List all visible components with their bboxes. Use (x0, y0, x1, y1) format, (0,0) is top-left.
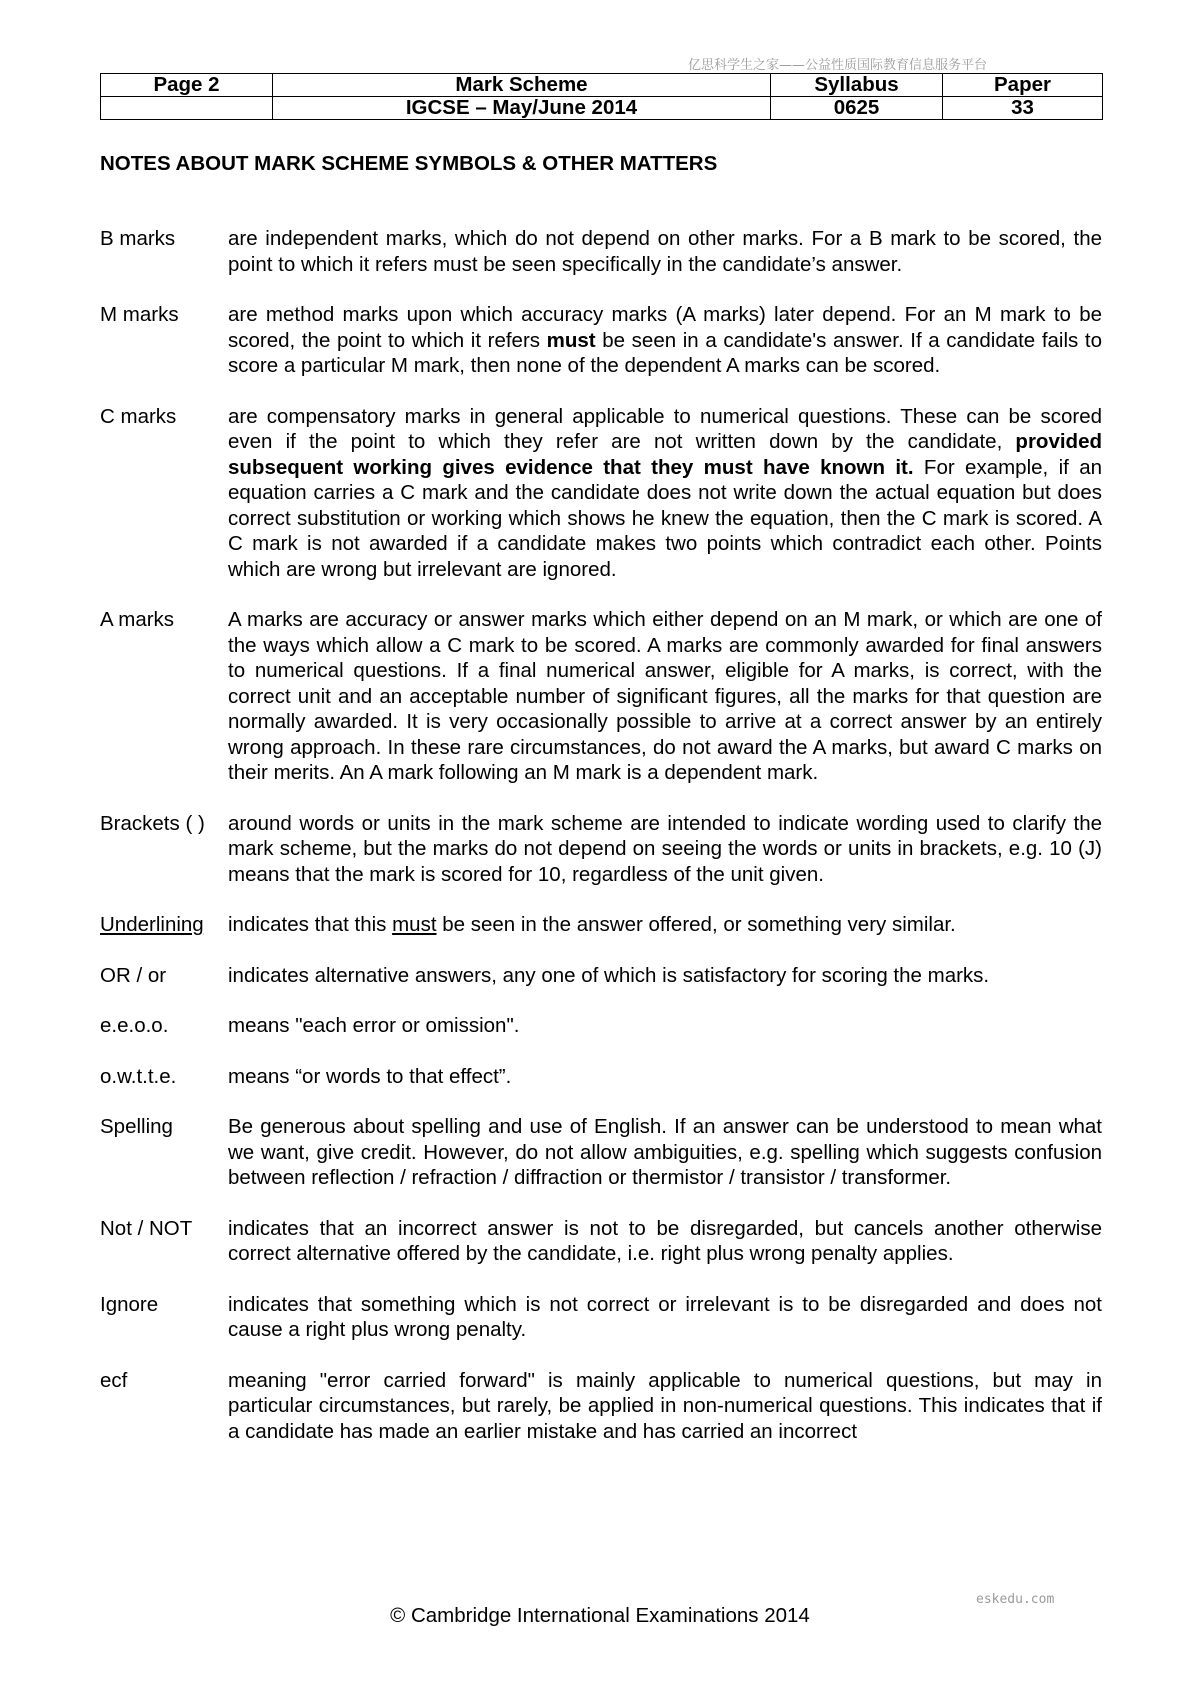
note-term: C marks (100, 404, 177, 428)
note-underlining (100, 912, 1102, 938)
definition-text: be seen in a candidate's answer. If a candidate fails to score a particular M mark, then none of the dependent A marks can be scored. (228, 328, 1102, 377)
underlined-text: must (392, 913, 437, 936)
header-empty-cell (101, 97, 273, 120)
note-term: Spelling (100, 1115, 173, 1138)
note-definition (228, 302, 1102, 379)
syllabus-code: 0625 (771, 97, 943, 120)
note-definition (228, 912, 1102, 938)
note-definition: meaning "error carried forward" is mainly applicable to numerical questions, but may in particular circumstances, but rarely, be applied in non-numerical questions. This indicates that if a candidate has made an earlier mistake and has carried an incorrect (228, 1368, 1102, 1443)
note-term: Underlining (100, 913, 204, 936)
note-term: Not / NOT (100, 1216, 193, 1240)
note-eeoo (100, 1013, 1102, 1039)
note-definition: indicates that something which is not correct or irrelevant is to be disregarded and does not cause a right plus wrong penalty. (228, 1292, 1102, 1341)
header-row-2 (101, 97, 1103, 120)
note-owtte (100, 1064, 1102, 1090)
note-term: e.e.o.o. (100, 1014, 169, 1037)
note-definition: Be generous about spelling and use of English. If an answer can be understood to mean what we want, give credit. However, do not allow ambiguities, e.g. spelling which suggests confusion between reflection / refraction / diffraction or thermistor / transistor / transformer. (228, 1115, 1102, 1189)
definition-text: be seen in the answer offered, or something very similar. (436, 913, 956, 936)
note-m-marks (100, 302, 1102, 379)
note-term: A marks (100, 608, 175, 631)
section-heading: NOTES ABOUT MARK SCHEME SYMBOLS & OTHER MATTERS (100, 152, 718, 175)
note-or (100, 963, 1102, 989)
note-ecf (100, 1368, 1102, 1445)
syllabus-label: Syllabus (771, 74, 943, 97)
note-term: Brackets ( ) (100, 811, 205, 835)
note-definition: indicates alternative answers, any one of which is satisfactory for scoring the marks. (228, 963, 990, 987)
note-term: OR / or (100, 963, 167, 987)
page-number: Page 2 (101, 74, 273, 97)
note-definition: indicates that an incorrect answer is not to be disregarded, but cancels another otherwise correct alternative offered by the candidate, i.e. right plus wrong penalty applies. (228, 1216, 1102, 1265)
note-definition: around words or units in the mark scheme are intended to indicate wording used to clarify the mark scheme, but the marks do not depend on seeing the words or units in brackets, e.g. 10 (J) means that the mark is scored for 10, regardless of the unit given. (228, 811, 1102, 886)
note-term: B marks (100, 227, 176, 250)
note-term: Ignore (100, 1292, 159, 1316)
note-c-marks (100, 404, 1102, 583)
note-b-marks (100, 226, 1102, 277)
definition-text: are method marks upon which accuracy marks (A marks) later depend. For an M mark to be scored, the point to which it refers (228, 303, 1102, 352)
paper-label: Paper (943, 74, 1103, 97)
notes-list (100, 226, 1102, 1469)
definition-text: indicates that this (228, 913, 393, 936)
note-definition: means "each error or omission". (228, 1014, 520, 1037)
note-definition: means “or words to that effect”. (228, 1064, 512, 1088)
note-definition: are independent marks, which do not depend on other marks. For a B mark to be scored, the point to which it refers must be seen specifically in the candidate’s answer. (228, 227, 1102, 276)
note-definition (228, 404, 1102, 583)
note-brackets (100, 811, 1102, 888)
copyright-footer: © Cambridge International Examinations 2014 (390, 1604, 810, 1627)
watermark-bottom: eskedu.com (976, 1592, 1055, 1607)
document-subtitle: IGCSE – May/June 2014 (273, 97, 771, 120)
note-term: M marks (100, 303, 179, 326)
note-definition: A marks are accuracy or answer marks which either depend on an M mark, or which are one of the ways which allow a C mark to be scored. A marks are commonly awarded for final answers to numerical questions. If a final numerical answer, eligible for A marks, is correct, with the correct unit and an acceptable number of significant figures, all the marks for that question are normally awarded. It is very occasionally possible to arrive at a correct answer by an entirely wrong approach. In these rare circumstances, do not award the A marks, but award C marks on their merits. An A mark following an M mark is a dependent mark. (228, 608, 1102, 784)
document-title: Mark Scheme (273, 74, 771, 97)
definition-text: For example, if an equation carries a C mark and the candidate does not write down the actual equation but does correct substitution or working which shows he knew the equation, then the C mark is scored. A C mark is not awarded if a candidate makes two points which contradict each other. Points which are wrong but irrelevant are ignored. (228, 455, 1102, 581)
note-term: o.w.t.t.e. (100, 1064, 177, 1088)
note-term: ecf (100, 1368, 128, 1392)
paper-number: 33 (943, 97, 1103, 120)
header-row-1 (101, 74, 1103, 97)
emphasis-text: must (546, 328, 596, 352)
definition-text: are compensatory marks in general applicable to numerical questions. These can be scored even if the point to which they refer are not written down by the candidate, (228, 404, 1102, 453)
emphasis-text: provided subsequent working gives evidence that they must have known it. (228, 430, 1102, 479)
note-spelling (100, 1114, 1102, 1191)
header-table (100, 73, 1103, 120)
note-a-marks (100, 607, 1102, 786)
note-not (100, 1216, 1102, 1267)
note-ignore (100, 1292, 1102, 1343)
watermark-top: 亿思科学生之家——公益性质国际教育信息服务平台 (688, 58, 988, 73)
